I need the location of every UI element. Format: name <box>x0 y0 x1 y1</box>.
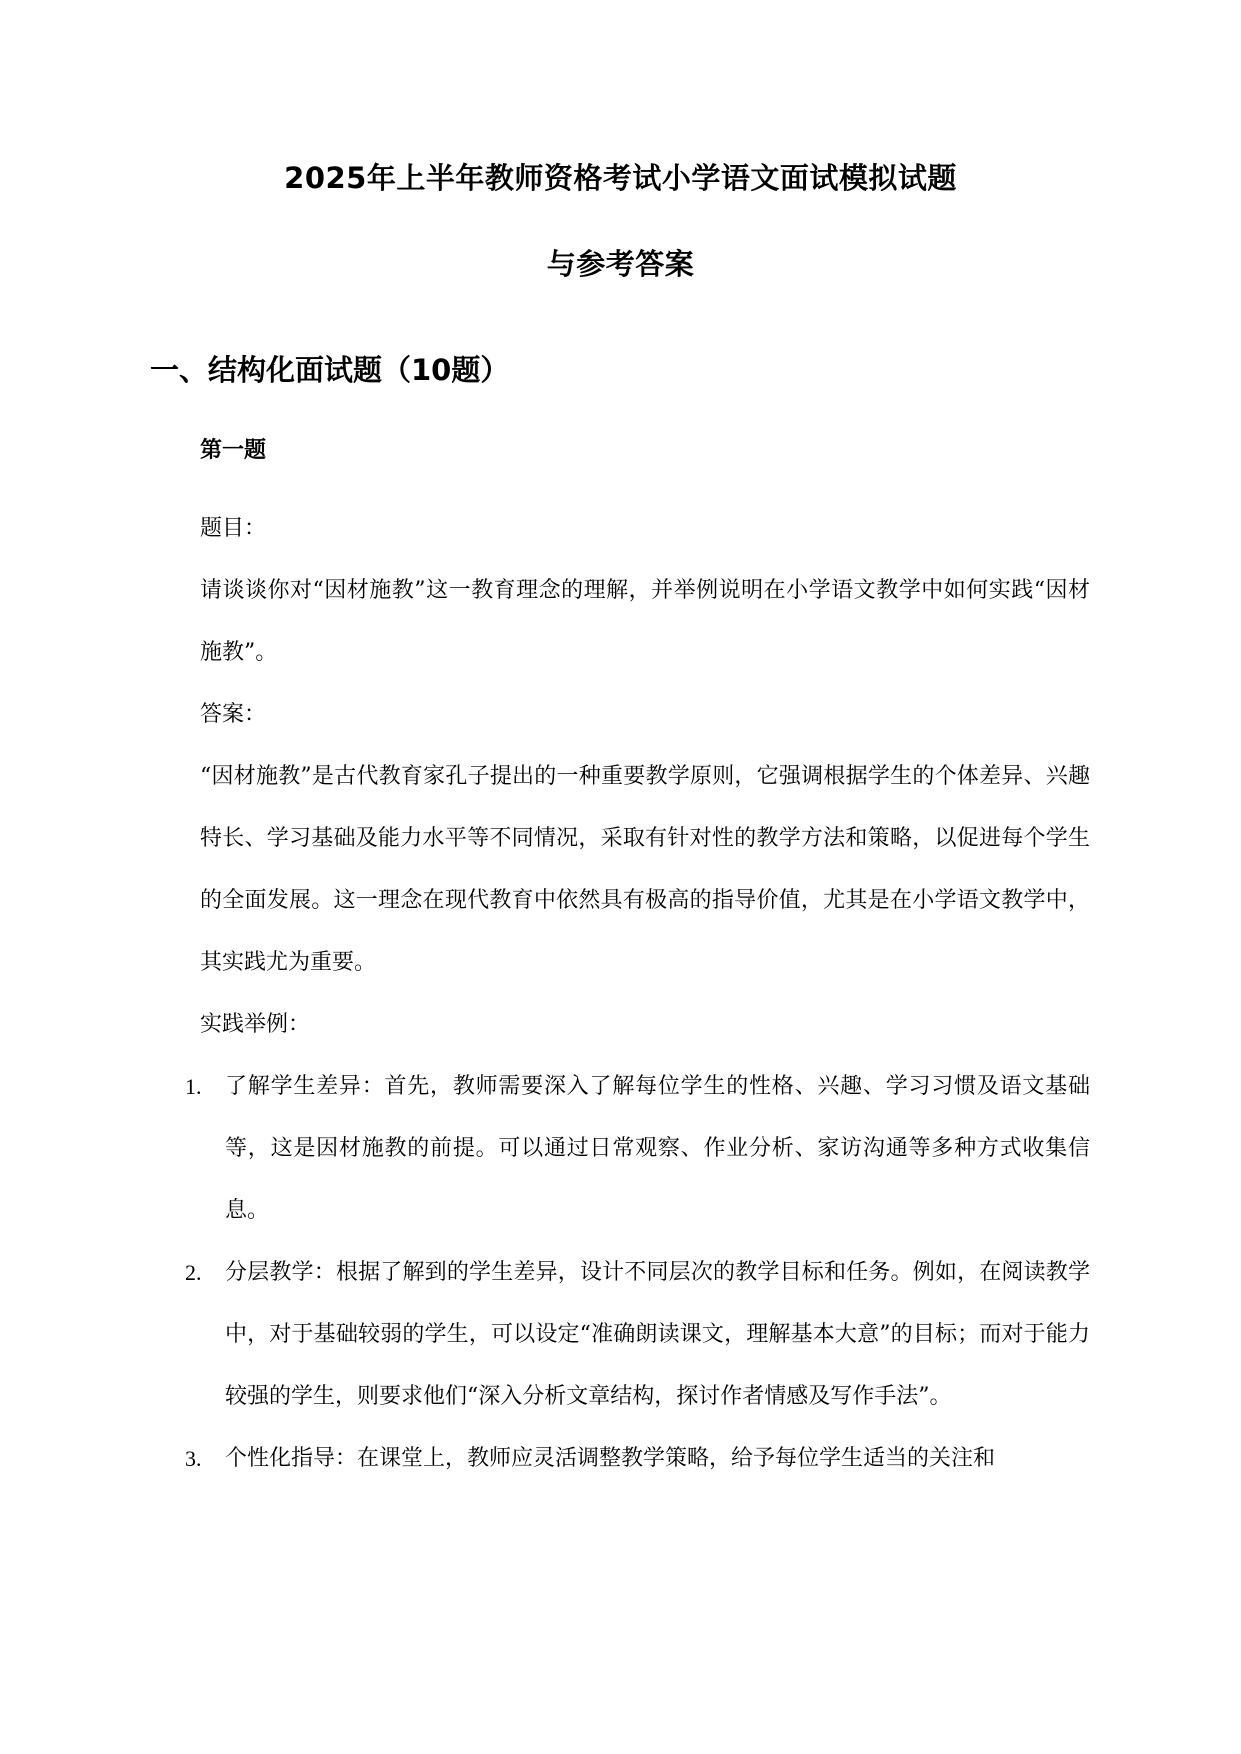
document-title-line1: 2025年上半年教师资格考试小学语文面试模拟试题 <box>284 161 957 195</box>
examples-label: 实践举例： <box>200 1012 311 1037</box>
list-item-number: 3. <box>185 1446 202 1471</box>
question-text: 请谈谈你对“因材施教”这一教育理念的理解，并举例说明在小学语文教学中如何实践“因材施教”。 <box>200 578 1090 665</box>
list-item-text: 了解学生差异：首先，教师需要深入了解每位学生的性格、兴趣、学习习惯及语文基础等，这是因材施教的前提。可以通过日常观察、作业分析、家访沟通等多种方式收集信息。 <box>225 1074 1090 1223</box>
answer-label: 答案： <box>200 702 267 727</box>
list-item-text: 个性化指导：在课堂上，教师应灵活调整教学策略，给予每位学生适当的关注和 <box>225 1446 996 1471</box>
list-item <box>185 1056 1090 1242</box>
list-item-text: 分层教学：根据了解到的学生差异，设计不同层次的教学目标和任务。例如，在阅读教学中，对于基础较弱的学生，可以设定“准确朗读课文，理解基本大意”的目标；而对于能力较强的学生，则要求他们“深入分析文章结构，探讨作者情感及写作手法”。 <box>225 1260 1090 1409</box>
list-item <box>185 1428 1090 1490</box>
document-title-line2: 与参考答案 <box>546 247 695 281</box>
answer-text: “因材施教”是古代教育家孔子提出的一种重要教学原则，它强调根据学生的个体差异、兴趣特长、学习基础及能力水平等不同情况，采取有针对性的教学方法和策略，以促进每个学生的全面发展。这一理念在现代教育中依然具有极高的指导价值，尤其是在小学语文教学中，其实践尤为重要。 <box>200 764 1090 975</box>
list-item-number: 2. <box>185 1260 202 1285</box>
list-item <box>185 1242 1090 1428</box>
section-heading: 一、结构化面试题（10题） <box>150 353 510 387</box>
list-item-number: 1. <box>185 1074 202 1099</box>
question-heading: 第一题 <box>200 438 267 463</box>
examples-list <box>185 1056 1090 1490</box>
question-label: 题目： <box>200 516 267 541</box>
